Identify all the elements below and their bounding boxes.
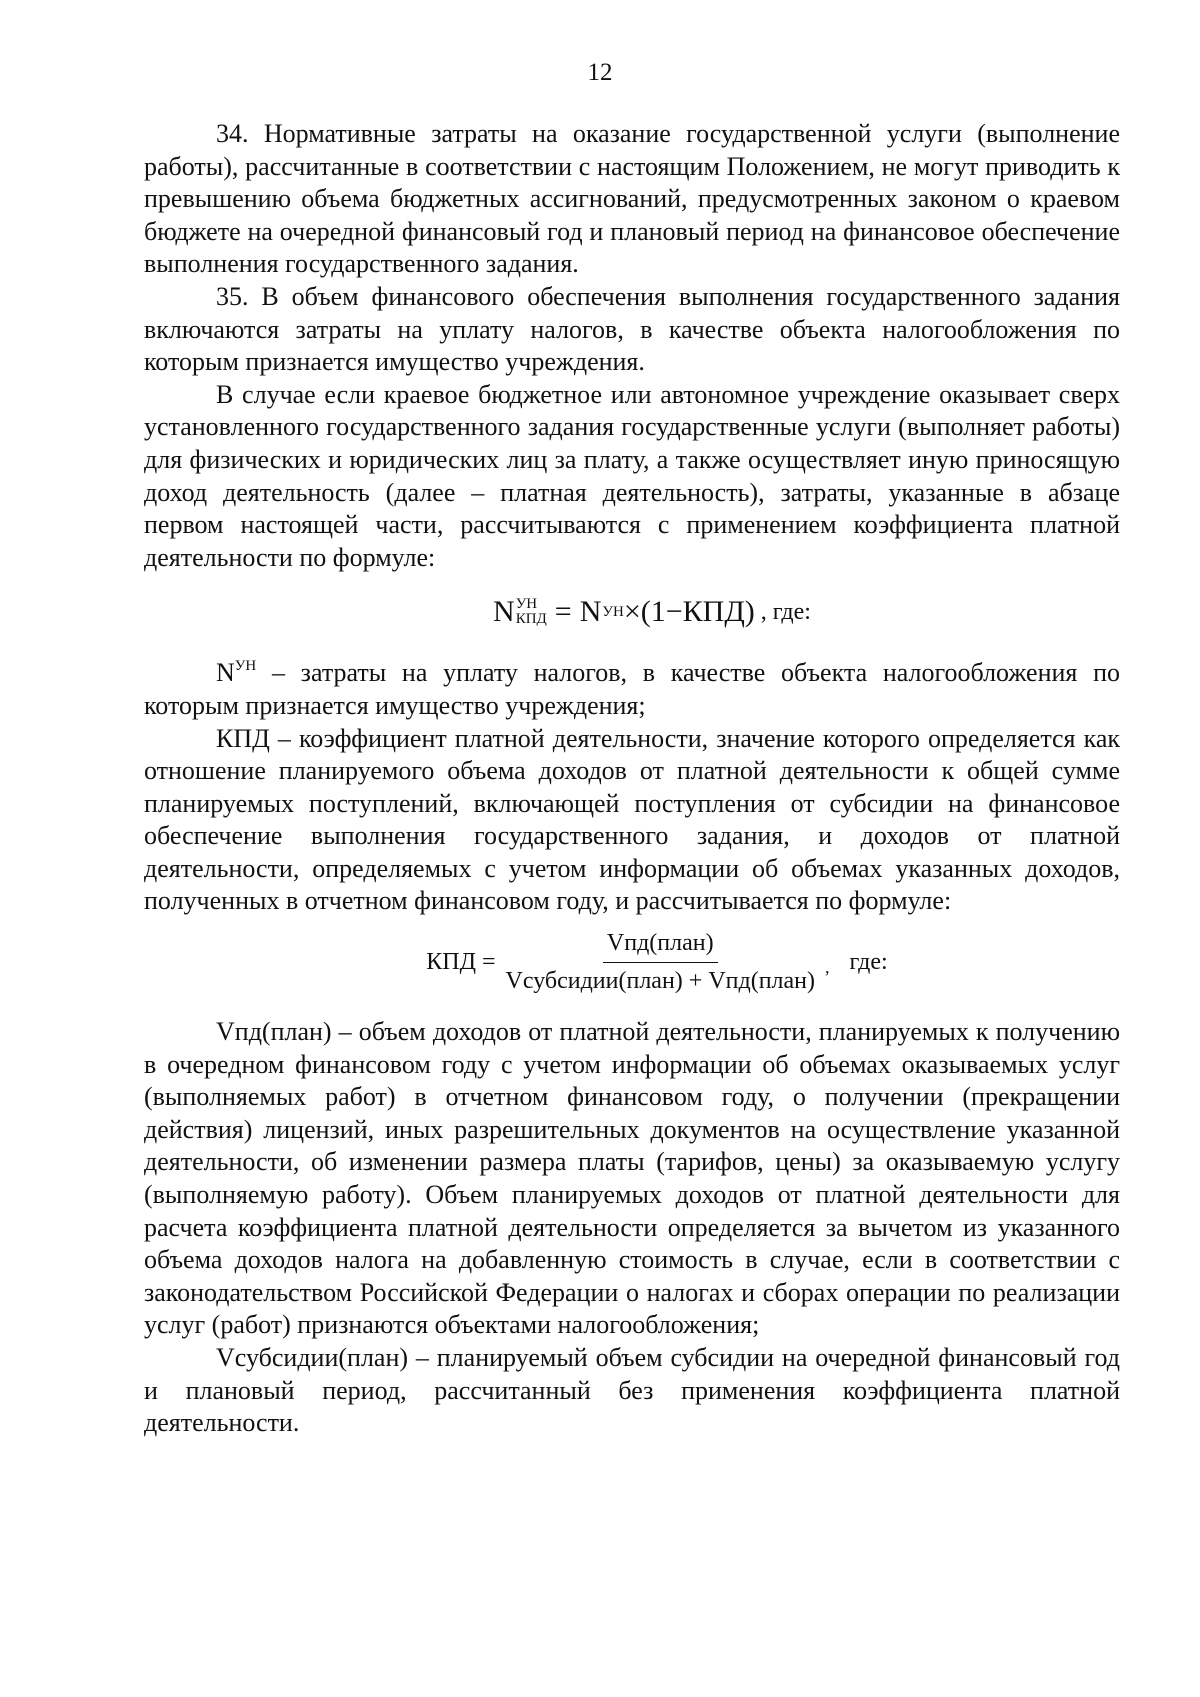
- document-body: [144, 118, 1120, 1440]
- formula1-lhs-sup: УН: [515, 596, 538, 613]
- formula1-lhs-sub: КПД: [515, 611, 547, 628]
- formula2-comma: ,: [825, 957, 830, 978]
- formula-kpd: [144, 918, 1120, 1006]
- formula1-rhs-rest: ×(1−КПД): [623, 595, 755, 629]
- paragraph-34: 34. Нормативные затраты на оказание государственной услуги (выполнение работы), рассчитанные в соответствии с настоящим Положением, не могут приводить к превышению объема бюджетных ассигнований, предусмотренных законом о краевом бюджете на очередной финансовый год и плановый период на финансовое обеспечение выполнения государственного задания.: [144, 119, 1120, 279]
- formula2-denominator: Vсубсидии(план) + Vпд(план): [505, 967, 816, 994]
- formula1-tail: , где:: [760, 599, 811, 626]
- formula2-lhs: КПД =: [426, 948, 496, 975]
- spacer: [144, 1006, 1120, 1016]
- def-nuh-base: N: [216, 658, 235, 688]
- formula2-numerator: Vпд(план): [603, 927, 718, 963]
- formula1-equals: =: [554, 595, 572, 629]
- page-number: 12: [587, 59, 613, 86]
- definition-kpd: КПД – коэффициент платной деятельности, значение которого определяется как отношение планируемого объема доходов от платной деятельности к общей сумме планируемых поступлений, включающей поступления от субсидии на финансовое обеспечение выполнения государственного задания, и доходов от платной деятельности, определяемых с учетом информации об объемах указанных доходов, полученных в отчетном финансовом году, и рассчитывается по формуле:: [144, 723, 1120, 916]
- formula2-tail: где:: [849, 948, 888, 975]
- formula1-rhs-base: N: [579, 595, 602, 629]
- def-nuh-sup: УН: [234, 658, 257, 675]
- formula-tax-costs: [144, 574, 1120, 650]
- definition-vsub: Vсубсидии(план) – планируемый объем субсидии на очередной финансовый год и плановый период, рассчитанный без применения коэффициента платной деятельности.: [144, 1343, 1120, 1438]
- formula2-fraction: [502, 927, 819, 997]
- formula1-lhs-base: N: [493, 595, 515, 629]
- formula1-rhs-sup: УН: [602, 604, 624, 621]
- definition-nuh: [144, 650, 1120, 722]
- definition-vpd: Vпд(план) – объем доходов от платной деятельности, планируемых к получению в очередном финансовом году с учетом информации об объемах оказываемых услуг (выполняемых работ) в отчетном финансовом году, о получении (прекращении действия) лицензий, иных разрешительных документов на осуществление указанной деятельности, об изменении размера платы (тарифов, цены) за оказываемую услугу (выполняемую работу). Объем планируемых доходов от платной деятельности для расчета коэффициента платной деятельности определяется за вычетом из указанного объема доходов налога на добавленную стоимость в случае, если в соответствии с законодательством Российской Федерации о налогах и сборах операции по реализации услуг (работ) признаются объектами налогообложения;: [144, 1017, 1120, 1340]
- formula1-lhs-indices: [516, 597, 547, 627]
- paragraph-35-paid-activity: В случае если краевое бюджетное или автономное учреждение оказывает сверх установленного государственного задания государственные услуги (выполняет работы) для физических и юридических лиц за плату, а также осуществляет иную приносящую доход деятельность (далее – платная деятельность), затраты, указанные в абзаце первом настоящей части, рассчитываются с применением коэффициента платной деятельности по формуле:: [144, 379, 1120, 572]
- def-nuh-text: – затраты на уплату налогов, в качестве объекта налогообложения по которым признается имущество учреждения;: [144, 658, 1120, 720]
- paragraph-35: 35. В объем финансового обеспечения выполнения государственного задания включаются затраты на уплату налогов, в качестве объекта налогообложения по которым признается имущество учреждения.: [144, 281, 1120, 377]
